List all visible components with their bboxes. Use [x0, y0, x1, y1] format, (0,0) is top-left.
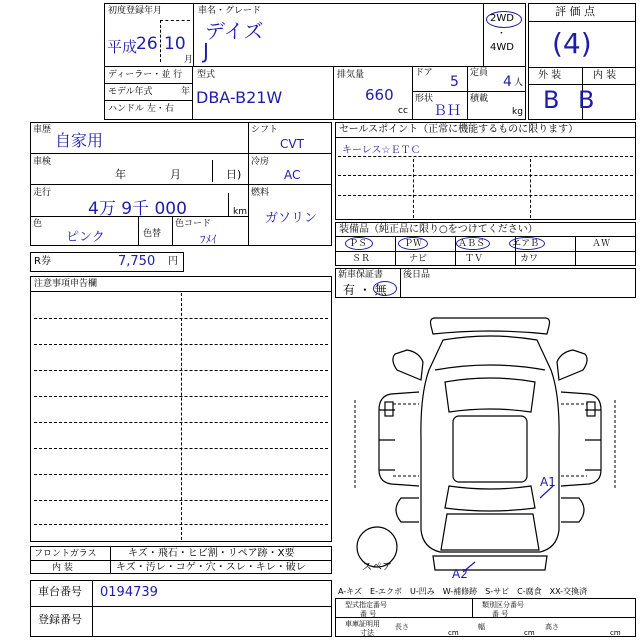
- selling-points-label: セールスポイント（正常に機能するものに限ります）: [339, 124, 579, 135]
- era: 平成: [107, 38, 138, 56]
- color-change-label: 色替: [143, 229, 162, 239]
- equip-leather: カワ: [520, 254, 539, 264]
- mileage-unit: km: [233, 207, 247, 217]
- interior-label: 内 装: [593, 70, 617, 81]
- capacity-unit: 人: [514, 78, 524, 88]
- history-value: 自家用: [55, 131, 104, 150]
- model-year-label: モデル年式: [108, 87, 153, 97]
- mileage-label: 走行: [33, 188, 52, 198]
- legend: A-キズ E-エクボ U-凹み W-補修跡 S-サビ C-腐食 XX-交換済: [338, 587, 588, 596]
- warranty-label: 新車保証書: [338, 270, 384, 280]
- exterior-label: 外 装: [538, 70, 562, 81]
- name-grade-label: 車名・グレード: [198, 6, 262, 16]
- r-label: R券: [34, 256, 51, 267]
- plate-label: 登録番号: [38, 613, 82, 626]
- displacement-unit: cc: [398, 106, 408, 116]
- mileage-value: 4万 9千 000: [88, 199, 187, 219]
- r-unit: 円: [168, 256, 178, 267]
- interior-value: B: [578, 86, 595, 114]
- doors-value: 5: [450, 74, 459, 90]
- width-cm: cm: [524, 629, 535, 637]
- drive-2wd: 2WD: [490, 13, 514, 24]
- mark-a2: A2: [452, 567, 468, 581]
- equip-pw: ＰＷ: [404, 239, 423, 249]
- equip-navi: ナビ: [409, 254, 428, 264]
- equipment-label: 装備品（純正品に限り○をつけてください）: [339, 224, 538, 235]
- cert-sub: 寸法: [360, 629, 374, 637]
- drive-4wd: 4WD: [490, 42, 514, 53]
- capacity-label: 定員: [470, 68, 489, 78]
- exterior-value: B: [543, 86, 560, 114]
- type-label: 型式: [197, 70, 216, 80]
- color-label: 色: [33, 219, 43, 229]
- model-year-unit: 年: [181, 87, 191, 97]
- equip-airbag: エアＢ: [512, 239, 540, 249]
- inspection-year: 年: [115, 168, 126, 181]
- reg-year: 26: [136, 34, 158, 54]
- rating-label: 評 価 点: [555, 5, 595, 18]
- color-code-value: ﾌﾒｲ: [200, 233, 217, 246]
- dealer-label: ディーラー・並 行: [108, 70, 183, 80]
- r-value: 7,750: [118, 254, 156, 269]
- fuel-value: ガソリン: [265, 211, 318, 226]
- inspection-label: 車検: [33, 157, 52, 167]
- spare-label: スペア: [362, 562, 392, 573]
- month-unit: 月: [184, 55, 194, 65]
- length-label: 長さ: [395, 623, 409, 631]
- displacement-value: 660: [365, 86, 394, 104]
- inspection-month: 月: [170, 168, 181, 181]
- equip-aw: ＡＷ: [592, 239, 611, 249]
- warranty-value: 有 ・ 無: [343, 283, 387, 297]
- later-label: 後日品: [403, 270, 431, 280]
- r-ticket-box: [30, 252, 184, 272]
- damage-interior-value: キズ・汚レ・コゲ・穴・スレ・キレ・破レ: [116, 562, 306, 573]
- first-reg-label: 初度登録年月: [108, 6, 163, 16]
- type-value: DBA-B21W: [196, 88, 283, 107]
- ac-value: AC: [284, 168, 301, 182]
- car-name: デイズ: [205, 19, 264, 43]
- height-label: 高さ: [545, 623, 559, 631]
- shift-label: シフト: [251, 125, 279, 135]
- displacement-label: 排気量: [337, 70, 365, 80]
- chassis-value: 0194739: [100, 585, 158, 600]
- selling-point-item: キーレス☆ＥＴＣ: [342, 145, 421, 156]
- color-value: ピンク: [66, 230, 105, 245]
- height-cm: cm: [610, 629, 621, 637]
- grade: J: [203, 39, 209, 63]
- doors-label: ドア: [415, 68, 433, 78]
- inspection-day: 日): [226, 168, 242, 181]
- drive-sep: ・: [497, 29, 507, 39]
- damage-interior-label: 内 装: [52, 563, 73, 573]
- fuel-label: 燃料: [251, 188, 270, 198]
- mark-a1: A1: [540, 475, 556, 489]
- shape-label: 形状: [415, 94, 434, 104]
- class-label: 類別区分番号: [482, 601, 524, 609]
- shape-value: ＢＨ: [433, 103, 461, 119]
- notes-label: 注意事項申告欄: [34, 279, 98, 289]
- front-glass-label: フロントガラス: [34, 549, 97, 559]
- front-glass-value: キズ・飛石・ヒビ割・リペア跡・X要: [128, 548, 295, 559]
- car-diagram: [335, 300, 636, 582]
- color-code-label: 色コード: [175, 219, 212, 229]
- ac-label: 冷房: [251, 157, 270, 167]
- chassis-label: 車台番号: [38, 585, 82, 598]
- cert-label: 車庫証明用: [345, 620, 380, 628]
- class-sub: 番 号: [492, 610, 509, 618]
- load-unit: kg: [512, 107, 523, 117]
- type-code-label: 型式指定番号: [345, 601, 387, 609]
- type-code-sub: 番 号: [360, 610, 377, 618]
- width-label: 幅: [478, 623, 485, 631]
- length-cm: cm: [448, 629, 459, 637]
- load-label: 積載: [470, 94, 489, 104]
- capacity-value: 4: [503, 74, 512, 90]
- equip-sr: ＳＲ: [352, 254, 371, 264]
- rating-value: (4): [552, 27, 592, 60]
- equip-abs: ＡＢＳ: [458, 239, 486, 249]
- shift-value: CVT: [280, 137, 304, 151]
- reg-month: 10: [164, 34, 186, 54]
- equip-ps: ＰＳ: [349, 239, 368, 249]
- handle-label: ハンドル 左・右: [108, 104, 174, 114]
- history-label: 車歴: [33, 125, 52, 135]
- equip-tv: ＴＶ: [465, 254, 484, 264]
